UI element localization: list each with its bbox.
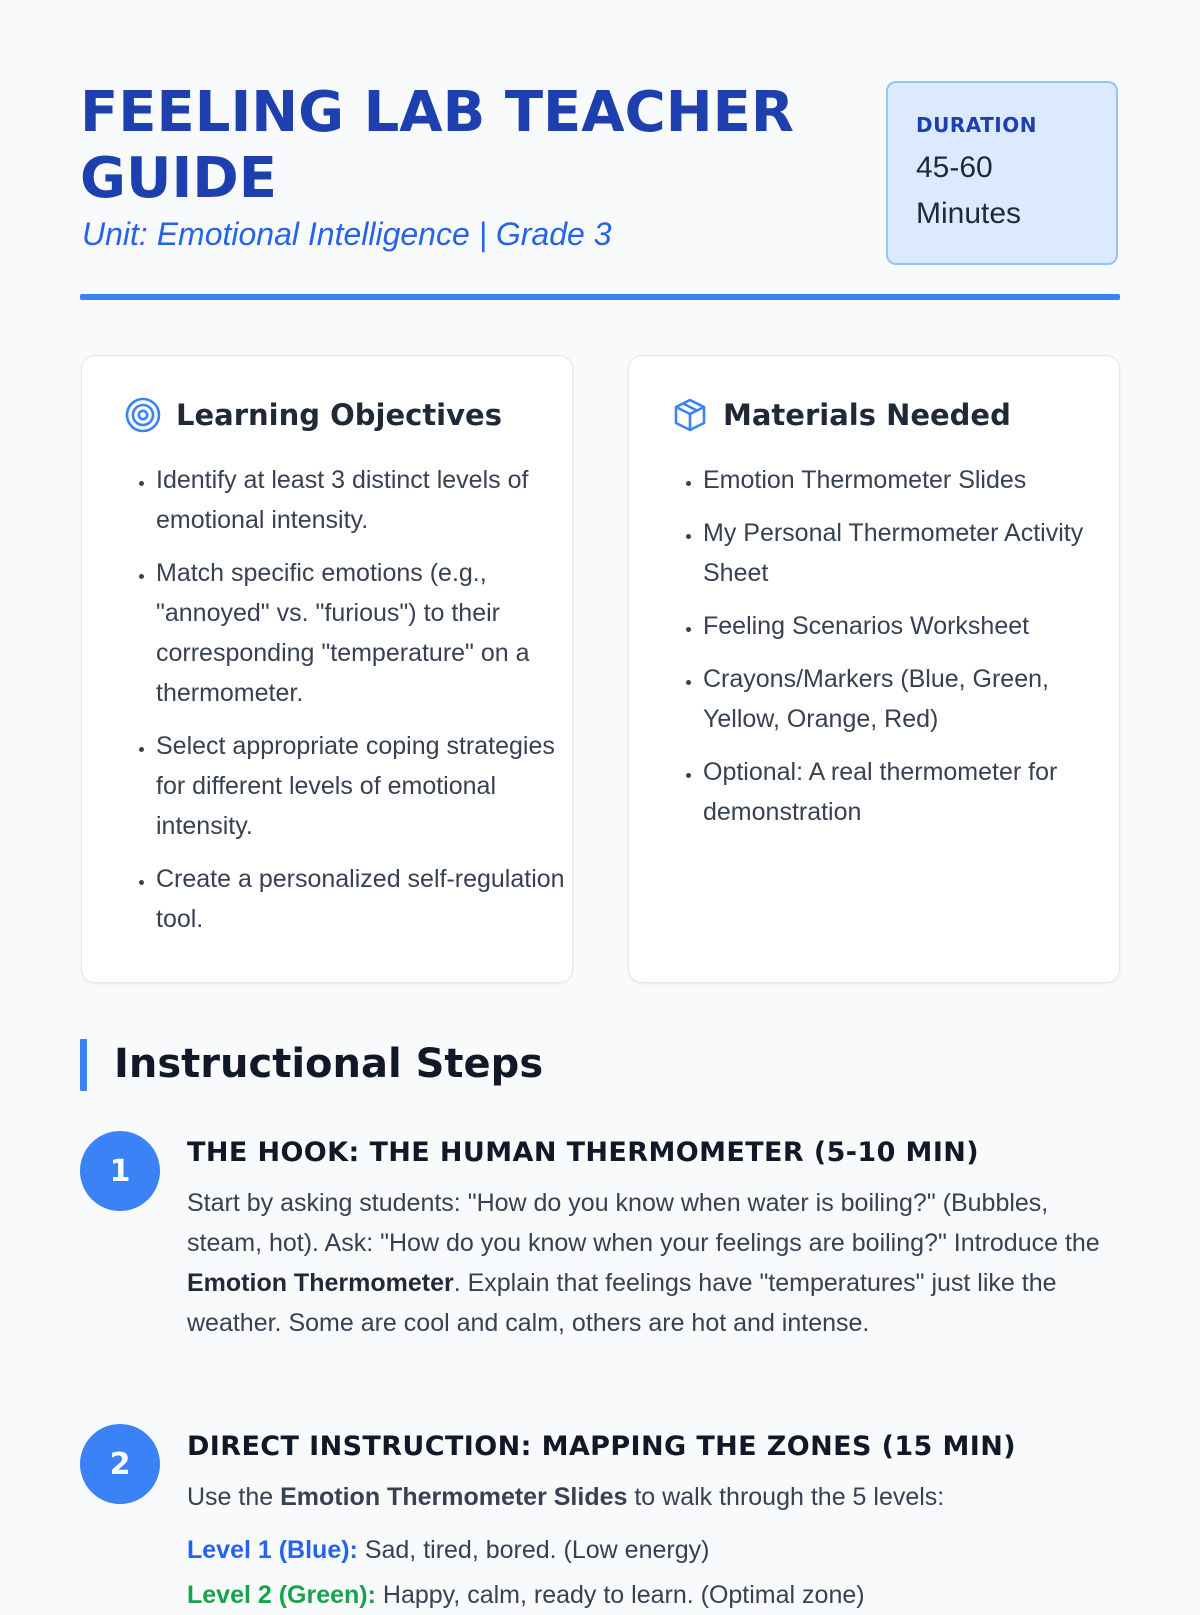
- list-item: • Identify at least 3 distinct levels of emotional intensity.: [156, 460, 572, 540]
- objectives-title: Learning Objectives: [176, 398, 502, 432]
- duration-box: [886, 81, 1118, 265]
- list-item: • Crayons/Markers (Blue, Green, Yellow, Orange, Red): [703, 659, 1119, 739]
- step-title: THE HOOK: THE HUMAN THERMOMETER (5-10 MIN): [187, 1137, 980, 1168]
- list-item: • Select appropriate coping strategies for different levels of emotional intensity.: [156, 726, 572, 846]
- list-item: • Feeling Scenarios Worksheet: [703, 606, 1119, 646]
- level-line: [187, 1575, 865, 1615]
- level-line: [187, 1530, 709, 1570]
- level-label: Level 2 (Green):: [187, 1581, 376, 1609]
- duration-value: 45-60 Minutes: [916, 151, 1022, 230]
- objectives-header: [124, 396, 502, 434]
- step-text-bold: Emotion Thermometer: [187, 1269, 454, 1297]
- materials-header: [671, 396, 1011, 434]
- level-text: Sad, tired, bored. (Low energy): [357, 1536, 710, 1564]
- step-title: DIRECT INSTRUCTION: MAPPING THE ZONES (15 MIN): [187, 1431, 1016, 1462]
- materials-card: [628, 355, 1120, 983]
- step-body: [187, 1183, 1107, 1343]
- step-number-badge: 2: [80, 1424, 160, 1504]
- step-text: to walk through the 5 levels:: [627, 1483, 945, 1511]
- section-title: Instructional Steps: [114, 1041, 544, 1087]
- level-text: Happy, calm, ready to learn. (Optimal zone): [375, 1581, 865, 1609]
- step-body: [187, 1477, 944, 1517]
- duration-label: DURATION: [916, 113, 1037, 137]
- page-title: FEELING LAB TEACHER GUIDE: [80, 80, 794, 211]
- list-item: • Match specific emotions (e.g., "annoyed" vs. "furious") to their corresponding "temperature" on a thermometer.: [156, 553, 572, 713]
- step-text: Use the: [187, 1483, 281, 1511]
- section-accent-bar: [80, 1039, 87, 1091]
- list-item: • Optional: A real thermometer for demonstration: [703, 752, 1119, 832]
- step-number-badge: 1: [80, 1131, 160, 1211]
- step-text: Start by asking students: "How do you know when water is boiling?" (Bubbles, steam, hot). Ask: "How do you know when your feelings are boiling?" Introduce the: [187, 1189, 1100, 1257]
- list-item: • My Personal Thermometer Activity Sheet: [703, 513, 1119, 593]
- objectives-list: [124, 460, 572, 952]
- step-text: . Explain that feelings have "temperatures" just like the weather. Some are cool and calm, others are hot and intense.: [187, 1269, 1057, 1337]
- materials-title: Materials Needed: [723, 398, 1011, 432]
- step-text-bold: Emotion Thermometer Slides: [280, 1483, 628, 1511]
- level-label: Level 1 (Blue):: [187, 1536, 358, 1564]
- materials-list: [671, 460, 1119, 845]
- target-icon: [124, 396, 162, 434]
- box-icon: [671, 396, 709, 434]
- list-item: • Create a personalized self-regulation tool.: [156, 859, 572, 939]
- objectives-card: [81, 355, 573, 983]
- page-subtitle: Unit: Emotional Intelligence | Grade 3: [82, 216, 612, 252]
- list-item: • Emotion Thermometer Slides: [703, 460, 1119, 500]
- header-divider: [80, 294, 1120, 300]
